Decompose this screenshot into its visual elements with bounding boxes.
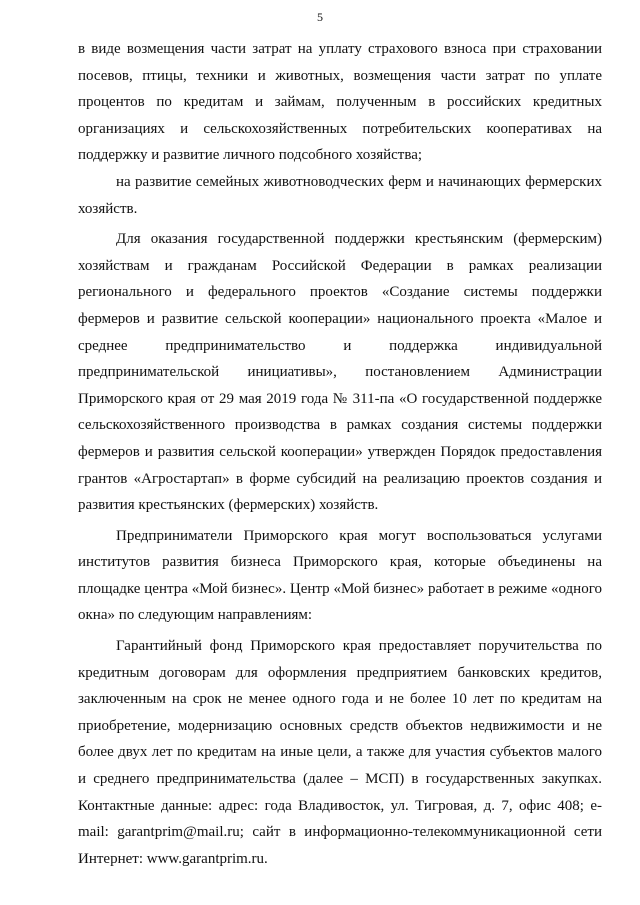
paragraph-subsidy-continuation: в виде возмещения части затрат на уплату страхового взноса при страховании посевов, птицы, техники и животных, возмещения части затрат по уплате процентов по кредитам и займам, полученным в российских кредитных организациях и сельскохозяйственных потребительских кооперативах на поддержку и развитие личного подсобного хозяйства; xyxy=(78,41,602,164)
paragraph-guarantee-fund: Гарантийный фонд Приморского края предоставляет поручительства по кредитным договорам для оформления предприятием банковских кредитов, заключенным на срок не менее одного года и не более 10 лет по кредитам на приобретение, модернизацию основных средств объектов недвижимости и не более двух лет по кредитам на иные цели, а также для участия субъектов малого и среднего предпринимательства (далее – МСП) в государственных закупках. Контактные данные: адрес: года Владивосток, ул. Тигровая, д. 7, офис 408; e-mail: garantprim@mail.ru; сайт в информационно-телекоммуникационной сети Интернет: www.garantprim.ru. xyxy=(78,638,602,867)
paragraph-my-business-center: Предприниматели Приморского края могут воспользоваться услугами институтов развития бизнеса Приморского края, которые объединены на площадке центра «Мой бизнес». Центр «Мой бизнес» работает в режиме «одного окна» по следующим направлениям: xyxy=(78,527,602,624)
paragraph-family-farms: на развитие семейных животноводческих ферм и начинающих фермерских хозяйств. xyxy=(78,173,602,217)
paragraph-state-support: Для оказания государственной поддержки крестьянским (фермерским) хозяйствам и гражданам Российской Федерации в рамках реализации регионального и федерального проектов «Создание системы поддержки фермеров и развитие сельской кооперации» национального проекта «Малое и среднее предпринимательство и поддержка индивидуальной предпринимательской инициативы», постановлением Администрации Приморского края от 29 мая 2019 года № 311-па «О государственной поддержке сельскохозяйственного производства в рамках создания системы поддержки фермеров и развития сельской кооперации» утвержден Порядок предоставления грантов «Агростартап» в форме субсидий на реализацию проектов создания и развития крестьянских (фермерских) хозяйств. xyxy=(78,231,602,514)
document-body xyxy=(78,36,602,872)
page-number: 5 xyxy=(317,10,323,24)
